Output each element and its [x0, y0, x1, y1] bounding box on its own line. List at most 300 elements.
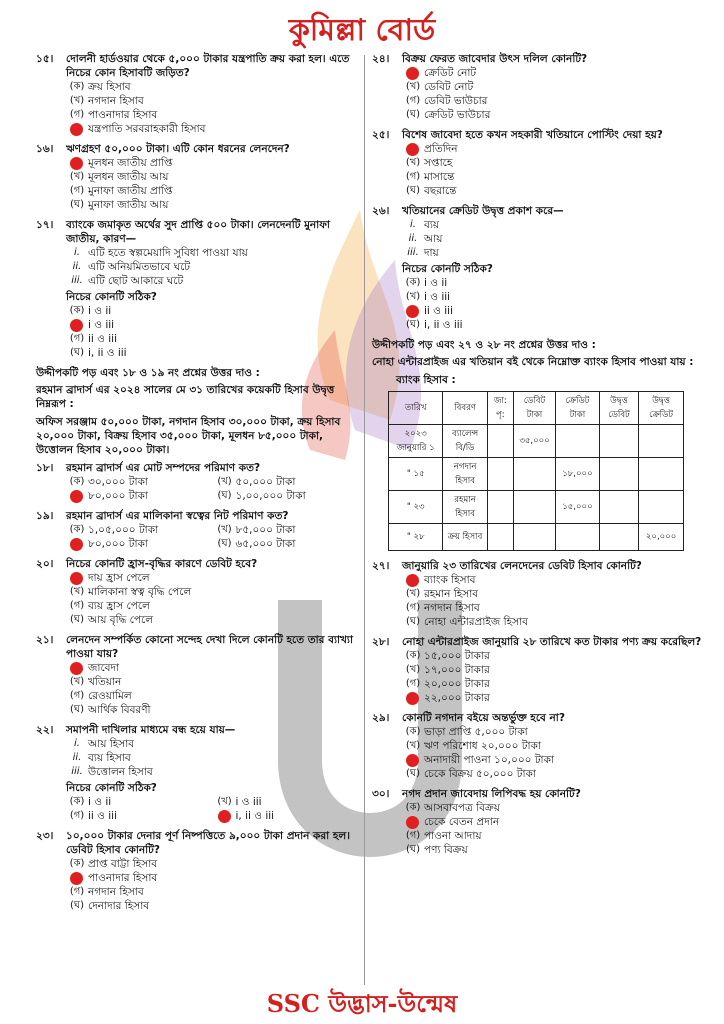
option[interactable] [66, 703, 361, 717]
table-cell [639, 458, 684, 491]
option-text: আসবাবপত্র বিক্রয় [424, 802, 500, 814]
option-text: খতিয়ান [88, 676, 122, 688]
column-header: বিবরণ [443, 392, 488, 425]
option-label: (খ) [405, 81, 421, 92]
option-label: (ঘ) [406, 616, 420, 627]
option-text: সপ্তাহে [424, 157, 453, 169]
question-number: ১৬। [36, 143, 54, 155]
option-label: (গ) [405, 830, 421, 841]
question-29 [372, 711, 702, 781]
option-text: ii ও iii [88, 333, 117, 345]
option-text: ৮৫,০০০ টাকা [235, 524, 296, 536]
option-label: (গ) [69, 886, 85, 897]
option-label: (ক) [405, 650, 421, 661]
option-correct[interactable] [66, 489, 214, 503]
sub-question: নিচের কোনটি সঠিক? [66, 291, 157, 303]
option-text: চেকে বিক্রয় ৫০,০০০ টাকা [424, 768, 536, 780]
table-cell [639, 425, 684, 458]
statement [402, 218, 702, 232]
table-cell [487, 524, 513, 551]
stimulus-18-19 [36, 366, 361, 457]
option[interactable] [66, 585, 361, 599]
table-cell: " ২৮ [389, 524, 443, 551]
answer-marker-icon [406, 67, 419, 80]
option[interactable] [214, 537, 362, 551]
option-correct[interactable] [66, 571, 361, 585]
option[interactable] [66, 899, 361, 913]
question-30 [372, 787, 702, 857]
column-header: জা: পৃ: [487, 392, 513, 425]
option-correct[interactable] [66, 537, 214, 551]
option-label: (গ) [69, 690, 85, 701]
option[interactable] [66, 599, 361, 613]
option-label: (গ) [69, 109, 85, 120]
option-label: (ঘ) [406, 185, 420, 196]
table-cell [599, 458, 638, 491]
question-text: খতিয়ানের ক্রেডিট উদ্বৃত্ত প্রকাশ করে— [402, 205, 564, 217]
option-text: দেনাদার হিসাব [88, 900, 150, 912]
statement-label: ii. [72, 752, 82, 763]
question-text: রহমান ব্রাদার্স এর মোট সম্পদের পরিমাণ কত? [66, 462, 261, 474]
stimulus-instruction: উদ্দীপকটি পড় এবং ২৭ ও ২৮ নং প্রশ্নের উত্তর দাও : [372, 339, 596, 351]
option-label: (ঘ) [70, 347, 84, 358]
question-text: জানুয়ারি ২৩ তারিখের লেনদেনের ডেবিট হিসাব কোনটি? [402, 560, 642, 572]
stimulus-27-28 [372, 338, 702, 551]
option-correct[interactable] [402, 142, 702, 156]
statement [66, 274, 361, 288]
right-column [372, 52, 702, 863]
statement-text: ব্যয় হিসাব [88, 752, 131, 764]
option-text: ক্রেডিট ভাউচার [424, 109, 491, 121]
question-text: বিশেষ জাবেদা হতে কখন সহকারী খতিয়ানে পোস্টিং দেয়া হয়? [402, 129, 663, 141]
answer-marker-icon [406, 574, 419, 587]
left-column [36, 52, 361, 919]
option-text: প্রতিদিন [424, 143, 458, 155]
statement-text: এটি ছোট আকারে ঘটে [88, 275, 184, 287]
table-cell [556, 524, 600, 551]
table-cell [513, 524, 555, 551]
option-text: অনাদায়ী পাওনা ১০,০০০ টাকা [424, 754, 554, 766]
option-label: (ঘ) [406, 109, 420, 120]
option-label: (গ) [69, 185, 85, 196]
table-cell [599, 425, 638, 458]
question-19 [36, 509, 361, 551]
table-row [389, 491, 684, 524]
option-text: i, ii ও iii [424, 319, 463, 331]
option-text: মাসান্তে [424, 171, 455, 183]
table-cell: ১৮,০০০ [556, 458, 600, 491]
question-text: ব্যাংকে জমাকৃত অর্থের সুদ প্রাপ্তি ৫০০ টাকা। লেনদেনটি মুনাফা জাতীয়, কারণ— [66, 219, 330, 245]
question-number: ২৪। [372, 53, 390, 65]
table-cell [487, 458, 513, 491]
option[interactable] [66, 94, 361, 108]
answer-marker-icon [70, 662, 83, 675]
question-20 [36, 557, 361, 627]
option[interactable] [402, 108, 702, 122]
option[interactable] [402, 276, 702, 290]
board-title: কুমিল্লা বোর্ড [288, 13, 436, 48]
option-label: (ঘ) [70, 704, 84, 715]
question-number: ১৫। [36, 53, 54, 65]
option[interactable] [66, 857, 361, 871]
option-label: (ঘ) [217, 538, 232, 549]
option-label: (খ) [217, 524, 232, 535]
option-label: (ক) [69, 524, 85, 535]
option-label: (খ) [217, 476, 232, 487]
option[interactable] [66, 675, 361, 689]
column-header: ক্রেডিট টাকা [556, 392, 600, 425]
statement-text: দায় [424, 247, 439, 259]
question-22 [36, 723, 361, 823]
option-label: (খ) [405, 740, 421, 751]
question-number: ১৯। [36, 510, 54, 522]
option-correct[interactable] [66, 871, 361, 885]
option-text: ব্যাংক হিসাব [424, 574, 476, 586]
option-correct[interactable] [214, 809, 362, 823]
question-15 [36, 52, 361, 136]
statement-text: ব্যয় [424, 219, 440, 231]
option[interactable] [214, 523, 362, 537]
question-text: রহমান ব্রাদার্স এর মালিকানা স্বত্বের নিট পরিমাণ কত? [66, 510, 289, 522]
option-text: ii ও iii [88, 810, 117, 822]
table-cell: ২০২৩ জানুয়ারি ১ [389, 425, 443, 458]
option[interactable] [402, 829, 702, 843]
option[interactable] [66, 108, 361, 122]
table-cell [487, 491, 513, 524]
option-text: ডেবিট নোট [424, 81, 474, 93]
option-text: চেকে বেতন প্রদান [424, 816, 500, 828]
option-label: (ক) [69, 476, 85, 487]
option-text: আয় বৃদ্ধি পেলে [88, 614, 154, 626]
statement [66, 765, 361, 779]
footer-brand: SSC উদ্ভাস-উন্মেষ [266, 989, 458, 1018]
option[interactable] [66, 523, 214, 537]
statement [66, 751, 361, 765]
statement-text: উত্তোলন হিসাব [88, 766, 153, 778]
question-number: ২৮। [372, 636, 390, 648]
table-cell: " ১৫ [389, 458, 443, 491]
option-text: মালিকানা স্বত্ব বৃদ্ধি পেলে [88, 586, 192, 598]
option[interactable] [402, 94, 702, 108]
option-text: ৬৫,০০০ টাকা [235, 538, 296, 550]
question-25 [372, 128, 702, 198]
table-row [389, 524, 684, 551]
question-text: লেনদেন সম্পর্কিত কোনো সন্দেহ দেখা দিলে কোনটি হতে তার ব্যাখ্যা পাওয়া যায়? [66, 634, 354, 660]
option-correct[interactable] [402, 691, 702, 705]
question-text: ১০,০০০ টাকার দেনার পূর্ণ নিষ্পত্তিতে ৯,০০০ টাকা প্রদান করা হল। ডেবিট হিসাব কোনটি? [66, 830, 350, 856]
option-label: (ক) [405, 277, 421, 288]
sub-question: নিচের কোনটি সঠিক? [66, 782, 157, 794]
question-text: নোহা এন্টারপ্রাইজ জানুয়ারি ২৮ তারিখে কত টাকার পণ্য ক্রয় করেছিল? [402, 636, 702, 648]
option[interactable] [402, 290, 702, 304]
option[interactable] [66, 170, 361, 184]
question-number: ৩০। [372, 788, 390, 800]
option[interactable] [402, 318, 702, 332]
option-label: (ঘ) [70, 199, 84, 210]
option-correct[interactable] [66, 661, 361, 675]
option-label: (ক) [69, 81, 85, 92]
answer-marker-icon [406, 754, 419, 767]
option[interactable] [402, 801, 702, 815]
statement-text: এটি হতে স্বল্পমেয়াদি সুবিধা পাওয়া যায় [88, 247, 248, 259]
option[interactable] [66, 198, 361, 212]
option-text: ii ও iii [424, 305, 453, 317]
answer-marker-icon [70, 490, 83, 503]
option-correct[interactable] [66, 318, 361, 332]
sub-question: নিচের কোনটি সঠিক? [402, 263, 493, 275]
option-text: ১,০০,০০০ টাকা [235, 490, 306, 502]
statement [66, 737, 361, 751]
answer-marker-icon [70, 157, 83, 170]
option-correct[interactable] [402, 304, 702, 318]
statement-label: ii. [72, 261, 82, 272]
option-text: ক্রয় হিসাব [88, 81, 131, 93]
option-text: ভাড়া প্রাপ্তি ৫,০০০ টাকা [424, 726, 528, 738]
column-divider [364, 55, 365, 985]
option-text: ৮০,০০০ টাকা [88, 490, 148, 502]
option-label: (গ) [405, 678, 421, 689]
table-cell: ক্রয় হিসাব [443, 524, 488, 551]
table-cell: ব্যালেন্স বি/ডি [443, 425, 488, 458]
table-cell [599, 524, 638, 551]
statement-label: iii. [71, 766, 83, 777]
statement-text: আয় [424, 233, 443, 245]
option-text: ৩০,০০০ টাকা [88, 476, 148, 488]
question-text: দোলনী হার্ডওয়ার থেকে ৫,০০০ টাকার যন্ত্রপাতি ক্রয় করা হল। এতে নিচের কোন হিসাবটি জড়িত? [66, 53, 350, 79]
question-16 [36, 142, 361, 212]
option-label: (ঘ) [70, 900, 84, 911]
option[interactable] [402, 587, 702, 601]
question-text: বিক্রয় ফেরত জাবেদার উৎস দলিল কোনটি? [402, 53, 588, 65]
question-text: নিচের কোনটি হ্রাস-বৃদ্ধির কারণে ডেবিট হবে? [66, 558, 258, 570]
option-text: ক্রেডিট নোট [424, 67, 477, 79]
option-correct[interactable] [66, 122, 361, 136]
ledger-title: ব্যাংক হিসাব : [396, 374, 456, 386]
option-text: ঋণ পরিশোধ ২০,০০০ টাকা [424, 740, 541, 752]
option-text: নগদান হিসাব [88, 95, 144, 107]
option-label: (ঘ) [70, 614, 84, 625]
question-number: ২২। [36, 724, 54, 736]
question-number: ২৯। [372, 712, 390, 724]
table-cell: রহমান হিসাব [443, 491, 488, 524]
option-label: (ক) [69, 796, 85, 807]
option-label: (খ) [69, 586, 85, 597]
option[interactable] [66, 304, 361, 318]
option-text: ১৭,০০০ টাকার [424, 664, 490, 676]
table-cell [599, 491, 638, 524]
stimulus-paragraph: অফিস সরঞ্জাম ৫০,০০০ টাকা, নগদান হিসাব ৩০,০০০ টাকা, ক্রয় হিসাব ২০,০০০ টাকা, বিক্রয় হিসাব ৩৫,০০০ টাকা, মূলধন ৮৫,০০০ টাকা, উত্তোলন হিসাব ২০,০০০ টাকা। [36, 416, 341, 456]
table-cell: ২০,০০০ [639, 524, 684, 551]
answer-marker-icon [70, 572, 83, 585]
answer-marker-icon [70, 538, 83, 551]
option-label: (ঘ) [406, 319, 420, 330]
question-number: ২৬। [372, 205, 390, 217]
answer-marker-icon [70, 872, 83, 885]
question-number: ২১। [36, 634, 54, 646]
option-label: (গ) [69, 333, 85, 344]
question-23 [36, 829, 361, 913]
option-text: রেওয়ামিল [88, 690, 132, 702]
option-text: ১,০৫,০০০ টাকা [88, 524, 159, 536]
option-label: (গ) [69, 600, 85, 611]
option[interactable] [66, 332, 361, 346]
option-text: জাবেদা [88, 662, 120, 674]
table-cell [639, 491, 684, 524]
option[interactable] [402, 156, 702, 170]
option[interactable] [66, 346, 361, 360]
option[interactable] [66, 613, 361, 627]
option[interactable] [66, 885, 361, 899]
option-text: আর্থিক বিবরণী [88, 704, 151, 716]
option-correct[interactable] [402, 815, 702, 829]
column-header: ডেবিট টাকা [513, 392, 555, 425]
table-cell: " ২৩ [389, 491, 443, 524]
option-correct[interactable] [66, 156, 361, 170]
option-label: (খ) [69, 676, 85, 687]
option-label: (গ) [405, 602, 421, 613]
answer-marker-icon [406, 816, 419, 829]
question-number: ২৩। [36, 830, 54, 842]
option-label: (গ) [405, 95, 421, 106]
option[interactable] [402, 677, 702, 691]
option[interactable] [66, 795, 214, 809]
option-text: রহমান হিসাব [424, 588, 479, 600]
option[interactable] [66, 184, 361, 198]
option-text: বছরান্তে [424, 185, 457, 197]
statement [402, 232, 702, 246]
option[interactable] [402, 725, 702, 739]
option-text: i, ii ও iii [88, 347, 127, 359]
answer-marker-icon [406, 692, 419, 705]
option-text: মূলধন জাতীয় আয় [88, 171, 169, 183]
statement [402, 246, 702, 260]
option[interactable] [402, 80, 702, 94]
table-cell: ১৫,০০০ [556, 491, 600, 524]
option-text: দায় হ্রাস পেলে [88, 572, 150, 584]
option-text: i ও ii [88, 796, 112, 808]
option[interactable] [402, 663, 702, 677]
option-text: ২২,০০০ টাকার [424, 692, 490, 704]
table-cell [513, 491, 555, 524]
answer-marker-icon [70, 123, 83, 136]
option[interactable] [402, 170, 702, 184]
stimulus-instruction: উদ্দীপকটি পড় এবং ১৮ ও ১৯ নং প্রশ্নের উত্তর দাও : [36, 367, 260, 379]
question-number: ২৫। [372, 129, 390, 141]
option-correct[interactable] [402, 66, 702, 80]
question-number: ১৮। [36, 462, 54, 474]
option-text: মুনাফা জাতীয় প্রাপ্তি [88, 185, 173, 197]
column-header: তারিখ [389, 392, 443, 425]
question-number: ১৭। [36, 219, 54, 231]
statement-label: iii. [71, 275, 83, 286]
table-row [389, 425, 684, 458]
table-cell [513, 458, 555, 491]
option-text: ১৫,০০০ টাকার [424, 650, 490, 662]
option[interactable] [402, 184, 702, 198]
option[interactable] [214, 795, 362, 809]
answer-marker-icon [406, 305, 419, 318]
option-text: ২০,০০০ টাকার [424, 678, 490, 690]
option-text: পাওনা আদায় [424, 830, 482, 842]
option[interactable] [214, 475, 362, 489]
option-text: i ও ii [424, 277, 448, 289]
option-correct[interactable] [402, 753, 702, 767]
option[interactable] [402, 767, 702, 781]
option-text: যন্ত্রপাতি সরবরাহকারী হিসাব [88, 123, 206, 135]
question-26 [372, 204, 702, 332]
table-cell: ৩৫,০০০ [513, 425, 555, 458]
table-cell: নগদান হিসাব [443, 458, 488, 491]
option-text: পাওনাদার হিসাব [88, 872, 158, 884]
question-27 [372, 559, 702, 629]
option[interactable] [66, 475, 214, 489]
question-text: ঋণগ্রহণ ৫০,০০০ টাকা। এটি কোন ধরনের লেনদেন? [66, 143, 290, 155]
option[interactable] [66, 809, 214, 823]
option[interactable] [402, 601, 702, 615]
option[interactable] [402, 615, 702, 629]
option[interactable] [402, 843, 702, 857]
option-correct[interactable] [402, 573, 702, 587]
answer-marker-icon [70, 319, 83, 332]
option-label: (গ) [69, 810, 85, 821]
option-label: (ঘ) [406, 844, 420, 855]
statement-label: i. [74, 247, 80, 258]
statement-text: এটি অনিয়মিতভাবে ঘটে [88, 261, 191, 273]
option-label: (ক) [69, 305, 85, 316]
statement [66, 260, 361, 274]
option[interactable] [402, 649, 702, 663]
statement-label: iii. [407, 247, 419, 258]
option[interactable] [214, 489, 362, 503]
statement [66, 246, 361, 260]
option-label: (গ) [405, 171, 421, 182]
option-text: পণ্য বিক্রয় [424, 844, 468, 856]
statement-label: ii. [408, 233, 418, 244]
option[interactable] [66, 689, 361, 703]
bank-ledger-table [388, 391, 684, 551]
option-label: (ঘ) [217, 490, 232, 501]
table-row [389, 458, 684, 491]
column-header: উদ্বৃত্ত ডেবিট [599, 392, 638, 425]
option-text: প্রাপ্ত বাট্টা হিসাব [88, 858, 158, 870]
question-28 [372, 635, 702, 705]
option-label: (খ) [405, 157, 421, 168]
option-text: ৫০,০০০ টাকা [235, 476, 296, 488]
statement-label: i. [410, 219, 416, 230]
table-header-row [389, 392, 684, 425]
option[interactable] [402, 739, 702, 753]
option-text: i ও iii [88, 319, 115, 331]
option-text: মূলধন জাতীয় প্রাপ্তি [88, 157, 173, 169]
table-cell [556, 425, 600, 458]
question-18 [36, 461, 361, 503]
question-17 [36, 218, 361, 360]
question-text: নগদ প্রদান জাবেদায় লিপিবদ্ধ হয় কোনটি? [402, 788, 581, 800]
option-label: (খ) [405, 291, 421, 302]
option[interactable] [66, 80, 361, 94]
question-text: সমাপনী দাখিলার মাধ্যমে বন্ধ হয়ে যায়— [66, 724, 236, 736]
question-number: ২৭। [372, 560, 390, 572]
option-label: (খ) [405, 664, 421, 675]
option-text: i, ii ও iii [235, 810, 275, 822]
option-text: নগদান হিসাব [424, 602, 480, 614]
option-text: i ও iii [235, 796, 262, 808]
option-text: ব্যয় হ্রাস পেলে [88, 600, 150, 612]
option-text: নোহা এন্টারপ্রাইজ হিসাব [424, 616, 528, 628]
table-cell [487, 425, 513, 458]
statement-text: আয় হিসাব [88, 738, 135, 750]
option-text: মুনাফা জাতীয় আয় [88, 199, 169, 211]
